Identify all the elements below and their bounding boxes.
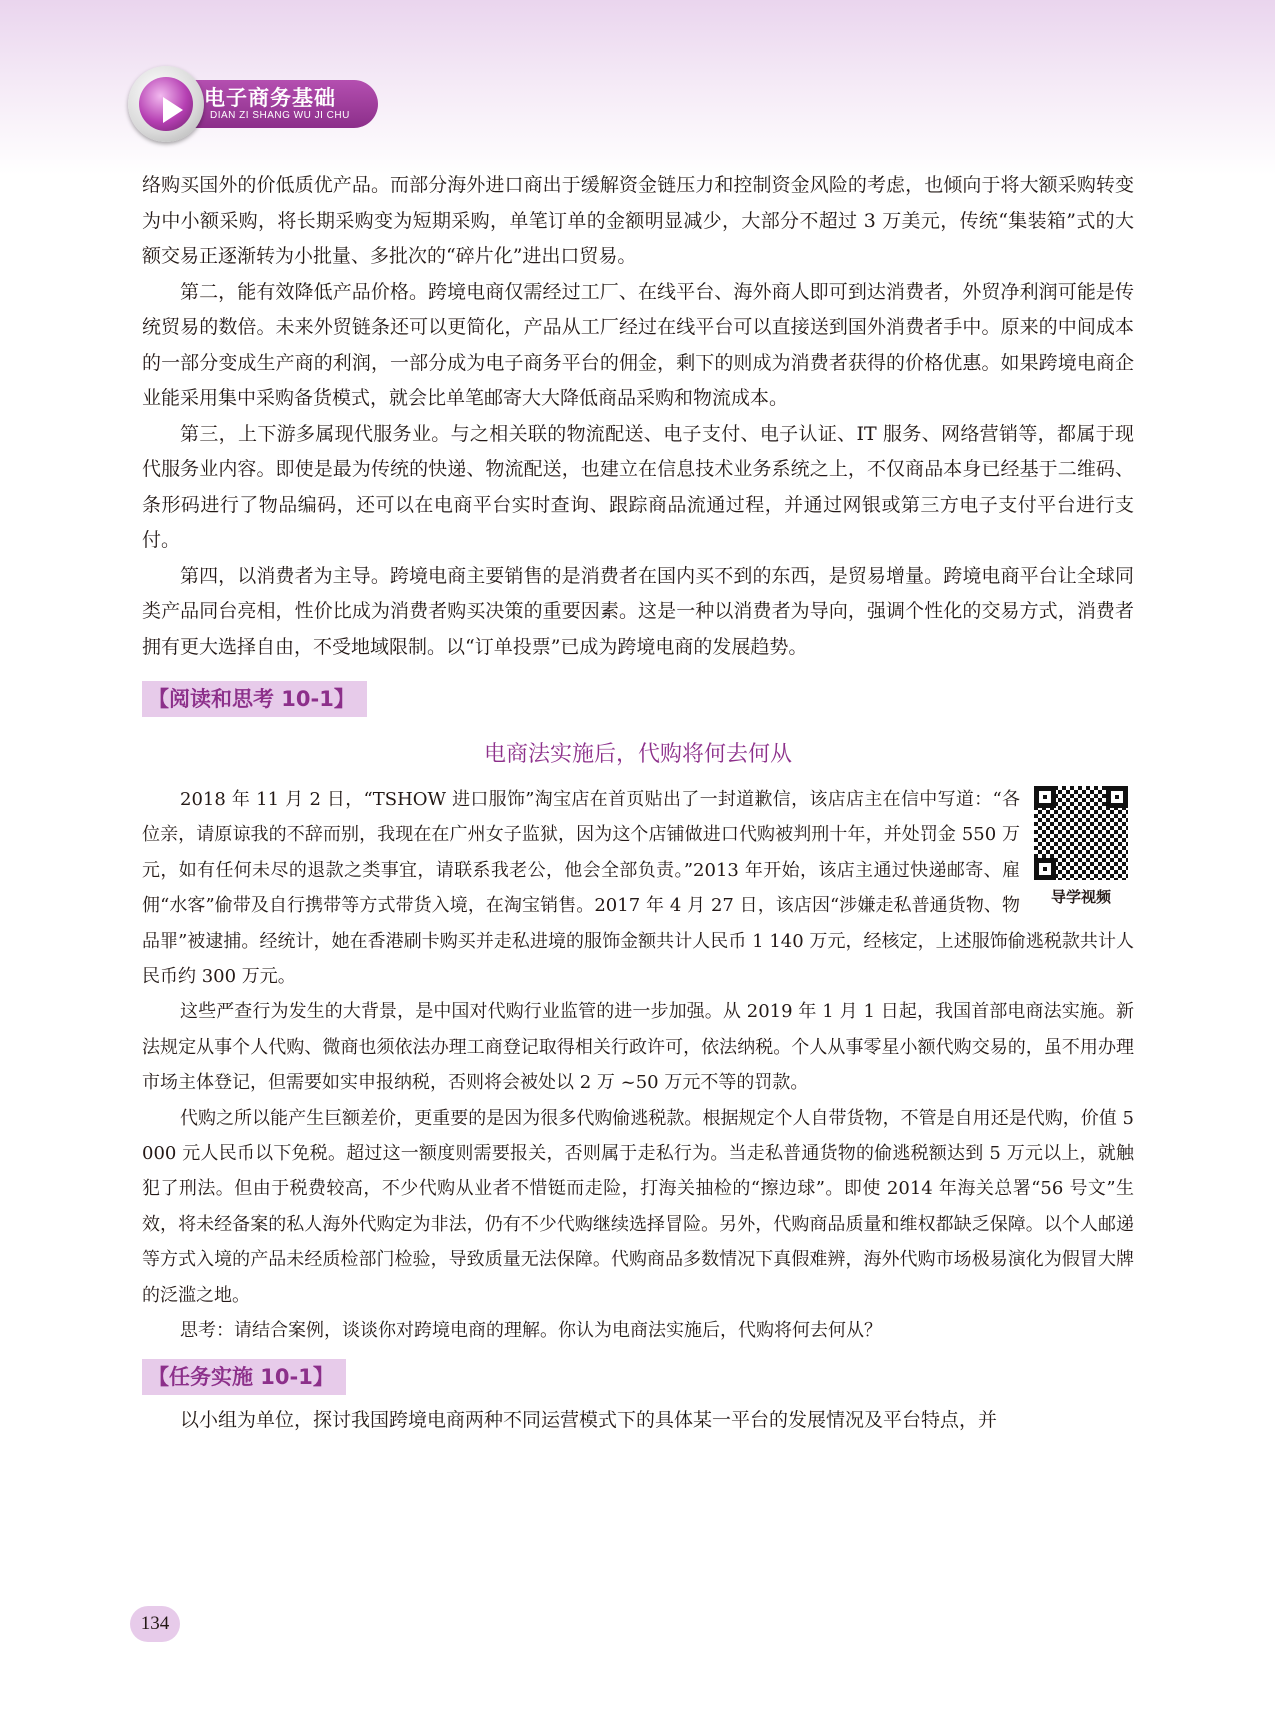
body-paragraph-4: 第四，以消费者为主导。跨境电商主要销售的是消费者在国内买不到的东西，是贸易增量。跨境电商平台让全球同类产品同台亮相，性价比成为消费者购买决策的重要因素。这是一种以消费者为导向，强调个性化的交易方式，消费者拥有更大选择自由，不受地域限制。以“订单投票”已成为跨境电商的发展趋势。 [142, 564, 1134, 658]
logo-circle [128, 66, 204, 142]
body-paragraph-3: 第三，上下游多属现代服务业。与之相关联的物流配送、电子支付、电子认证、IT 服务、网络营销等，都属于现代服务业内容。即使是最为传统的快递、物流配送，也建立在信息技术业务系统之上，不仅商品本身已经基于二维码、条形码进行了物品编码，还可以在电商平台实时查询、跟踪商品流通过程，并通过网银或第三方电子支付平台进行支付。 [142, 422, 1134, 551]
case-paragraph-1: 2018 年 11 月 2 日，“TSHOW 进口服饰”淘宝店在首页贴出了一封道歉信，该店店主在信中写道：“各位亲，请原谅我的不辞而别，我现在在广州女子监狱，因为这个店铺做进口代购被判刑十年，并处罚金 550 万元，如有任何未尽的退款之类事宜，请联系我老公，他会全部负责。”2013 年开始，该店主通过快递邮寄、雇佣“水客”偷带及自行携带等方式带货入境，在淘宝销售。2017 年 4 月 27 日，该店因“涉嫌走私普通货物、物品罪”被逮捕。经统计，她在香港刷卡购买并走私进境的服饰金额共计人民币 1 140 万元，经核定，上述服饰偷逃税款共计人民币约 300 万元。 [142, 789, 1134, 988]
case-paragraph-2: 这些严查行为发生的大背景，是中国对代购行业监管的进一步加强。从 2019 年 1 月 1 日起，我国首部电商法实施。新法规定从事个人代购、微商也须依法办理工商登记取得相关行政许可，依法纳税。个人从事零星小额代购交易的，虽不用办理市场主体登记，但需要如实申报纳税，否则将会被处以 2 万 ~50 万元不等的罚款。 [142, 1001, 1134, 1094]
book-subtitle: DIAN ZI SHANG WU JI CHU [210, 110, 350, 121]
book-logo [128, 66, 388, 146]
play-button-icon [163, 97, 183, 123]
qr-code-block[interactable] [1028, 786, 1134, 907]
body-paragraph-2: 第二，能有效降低产品价格。跨境电商仅需经过工厂、在线平台、海外商人即可到达消费者，外贸净利润可能是传统贸易的数倍。未来外贸链条还可以更简化，产品从工厂经过在线平台可以直接送到国外消费者手中。原来的中间成本的一部分变成生产商的利润，一部分成为电子商务平台的佣金，剩下的则成为消费者获得的价格优惠。如果跨境电商企业能采用集中采购备货模式，就会比单笔邮寄大大降低商品采购和物流成本。 [142, 280, 1134, 409]
page-number: 134 [130, 1606, 180, 1642]
reading-label-row [142, 681, 1134, 717]
task-label-row [142, 1359, 1134, 1395]
page-content [142, 168, 1134, 1438]
reflection-question: 思考：请结合案例，谈谈你对跨境电商的理解。你认为电商法实施后，代购将何去何从？ [180, 1320, 882, 1342]
qr-label: 导学视频 [1050, 888, 1111, 906]
reading-case [142, 782, 1134, 1349]
task-paragraph: 以小组为单位，探讨我国跨境电商两种不同运营模式下的具体某一平台的发展情况及平台特点，并 [180, 1408, 998, 1431]
qr-code-icon[interactable] [1034, 786, 1128, 880]
book-title: 电子商务基础 [204, 86, 336, 110]
reading-title: 电商法实施后，代购将何去何从 [483, 742, 792, 767]
reading-section-label: 【阅读和思考 10-1】 [142, 681, 367, 717]
task-section-label: 【任务实施 10-1】 [142, 1359, 346, 1395]
case-paragraph-3: 代购之所以能产生巨额差价，更重要的是因为很多代购偷逃税款。根据规定个人自带货物，不管是自用还是代购，价值 5 000 元人民币以下免税。超过这一额度则需要报关，否则属于走私行为。当走私普通货物的偷逃税额达到 5 万元以上，就触犯了刑法。但由于税费较高，不少代购从业者不惜铤而走险，打海关抽检的“擦边球”。即使 2014 年海关总署“56 号文”生效，将未经备案的私人海外代购定为非法，仍有不少代购继续选择冒险。另外，代购商品质量和维权都缺乏保障。以个人邮递等方式入境的产品未经质检部门检验，导致质量无法保障。代购商品多数情况下真假难辨，海外代购市场极易演化为假冒大牌的泛滥之地。 [142, 1107, 1134, 1306]
body-paragraph-1: 络购买国外的价低质优产品。而部分海外进口商出于缓解资金链压力和控制资金风险的考虑，也倾向于将大额采购转变为中小额采购，将长期采购变为短期采购，单笔订单的金额明显减少，大部分不超过 3 万美元，传统“集装箱”式的大额交易正逐渐转为小批量、多批次的“碎片化”进出口贸易。 [142, 174, 1134, 267]
